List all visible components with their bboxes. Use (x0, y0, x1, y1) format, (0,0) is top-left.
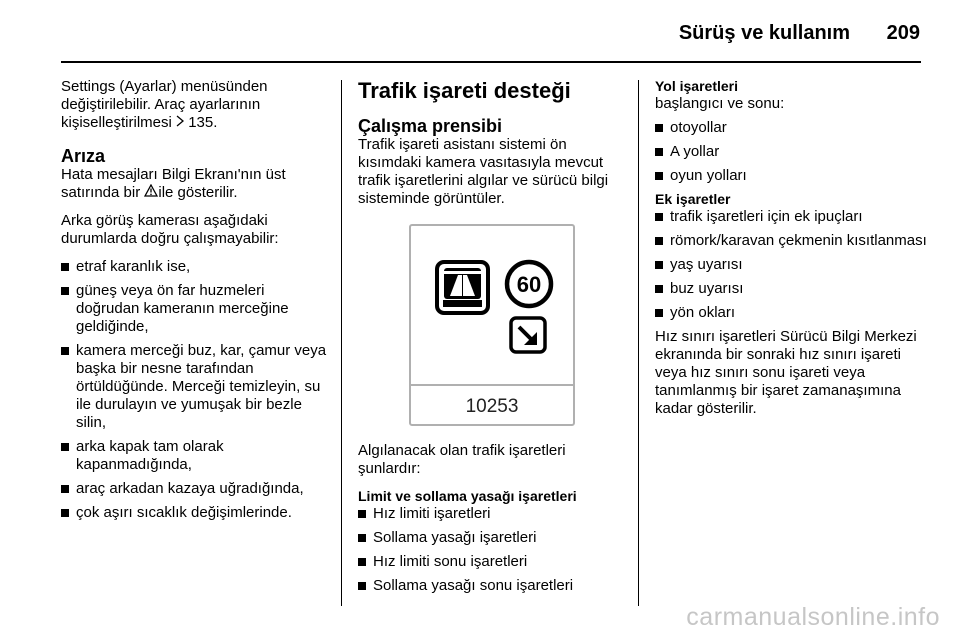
principle-heading: Çalışma prensibi (358, 116, 503, 136)
list-item: yön okları (655, 304, 930, 322)
principle-paragraph: Trafik işareti asistanı sistemi ön kısımdaki kamera vasıtasıyla mevcut trafik işaretlerini algılar ve sürücü bilgi sisteminde görüntüler. (358, 136, 609, 207)
list-item: Sollama yasağı işaretleri (358, 529, 626, 547)
column-2 (358, 78, 626, 218)
fault-heading: Arıza (61, 146, 106, 166)
list-item: etraf karanlık ise, (61, 258, 331, 276)
speed-limit-value: 60 (516, 272, 542, 297)
list-item: Sollama yasağı sonu işaretleri (358, 577, 626, 595)
extra-signs-heading: Ek işaretler (655, 191, 731, 207)
list-item: A yollar (655, 143, 930, 161)
column-1 (61, 78, 331, 528)
intro-paragraph (61, 78, 331, 132)
camera-paragraph (61, 212, 331, 248)
fault-line-2: satırında bir (61, 184, 145, 201)
intro-line-1: Settings (Ayarlar) menüsünden (61, 78, 268, 95)
header-rule (61, 61, 921, 63)
limit-signs-heading: Limit ve sollama yasağı işaretleri (358, 488, 577, 504)
road-signs-heading: Yol işaretleri (655, 78, 739, 94)
header-title: Sürüş ve kullanım (678, 22, 850, 44)
intro-line-3: kişiselleştirilmesi (61, 114, 177, 131)
road-signs-list (655, 119, 930, 185)
column-2-lower (358, 442, 626, 601)
traffic-signs-illustration (411, 226, 573, 382)
column-divider-2 (638, 80, 639, 606)
list-item: çok aşırı sıcaklık değişimlerinde. (61, 504, 331, 522)
list-item: güneş veya ön far huzmeleri doğrudan kameranın merceğine geldiğinde, (61, 282, 331, 336)
camera-line-2: durumlarda doğru çalışmayabilir: (61, 230, 279, 247)
fault-paragraph (61, 166, 331, 202)
list-item: Hız limiti sonu işaretleri (358, 553, 626, 571)
list-item: araç arkadan kazaya uğradığında, (61, 480, 331, 498)
intro-line-2: değiştirilebilir. Araç ayarlarının (61, 96, 261, 113)
extra-signs-list (655, 208, 930, 322)
figure-divider (411, 384, 573, 386)
fault-line-1: Hata mesajları Bilgi Ekranı'nın üst (61, 166, 286, 183)
list-item: Hız limiti işaretleri (358, 505, 626, 523)
direction-arrow-sign-icon (511, 318, 545, 352)
column-3 (655, 78, 930, 428)
list-item: otoyollar (655, 119, 930, 137)
limit-signs-list (358, 505, 626, 595)
list-item: trafik işaretleri için ek ipuçları (655, 208, 930, 226)
fault-line-2-end: ile gösterilir. (158, 184, 238, 201)
traffic-sign-display-figure (409, 224, 575, 426)
page-reference-arrow-icon (176, 114, 184, 132)
column-divider-1 (341, 80, 342, 606)
detected-signs-paragraph: Algılanacak olan trafik işaretleri şunlardır: (358, 442, 566, 477)
road-signs-text: başlangıcı ve sonu: (655, 95, 785, 112)
motorway-sign-icon (437, 262, 488, 313)
list-item: buz uyarısı (655, 280, 930, 298)
intro-page-ref[interactable]: 135. (188, 114, 218, 131)
list-item: arka kapak tam olarak kapanmadığında, (61, 438, 331, 474)
warning-triangle-icon (144, 184, 158, 202)
figure-code: 10253 (465, 396, 519, 417)
page-number: 209 (886, 22, 920, 44)
page-header (0, 0, 960, 60)
list-item: kamera merceği buz, kar, çamur veya başka bir nesne tarafından örtüldüğünde. Merceği temizleyin, su ile durulayın ve yumuşak bir bezle silin, (61, 342, 331, 432)
list-item: yaş uyarısı (655, 256, 930, 274)
watermark: carmanualsonline.info (686, 603, 940, 631)
list-item: oyun yolları (655, 167, 930, 185)
camera-conditions-list (61, 258, 331, 522)
camera-line-1: Arka görüş kamerası aşağıdaki (61, 212, 268, 229)
section-title: Trafik işareti desteği (358, 78, 571, 103)
speed-limit-sign-icon (507, 262, 551, 306)
closing-paragraph: Hız sınırı işaretleri Sürücü Bilgi Merkezi ekranında bir sonraki hız sınırı işareti veya hız sınırı sonu işareti veya tanımlanmış bir işaret zamanaşımına kadar gösterilir. (655, 328, 917, 417)
list-item: römork/karavan çekmenin kısıtlanması (655, 232, 930, 250)
